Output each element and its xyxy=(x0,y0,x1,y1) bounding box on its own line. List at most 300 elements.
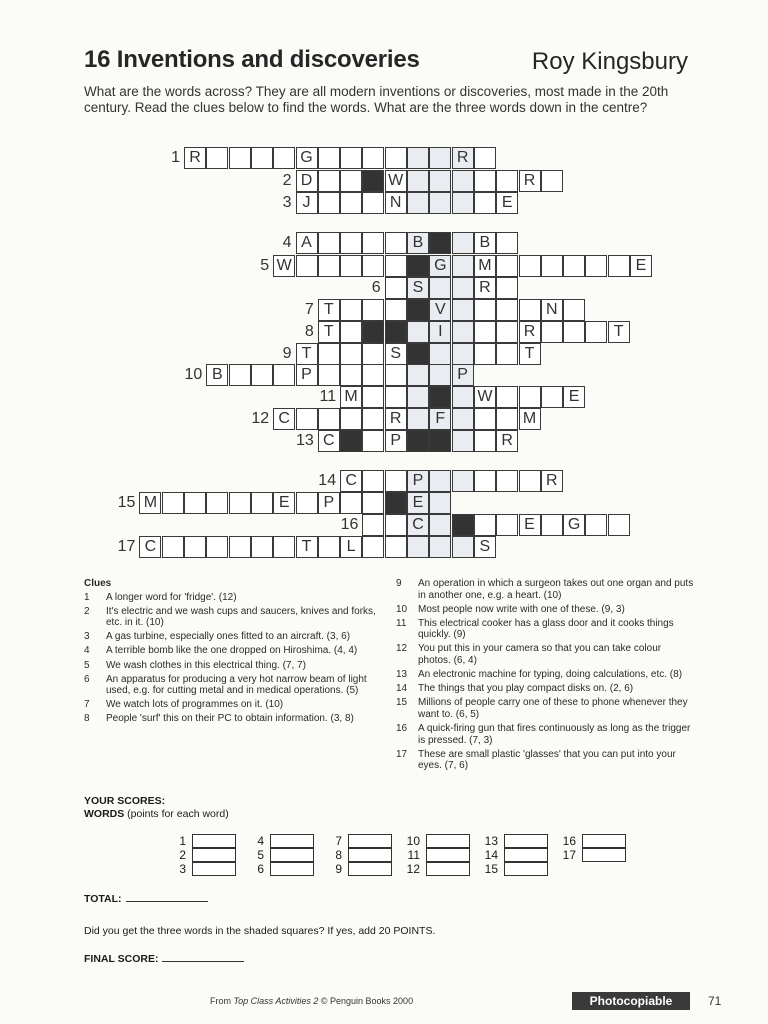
score-row-15 xyxy=(478,862,548,876)
score-number: 11 xyxy=(407,848,420,862)
crossword-cell[interactable] xyxy=(474,408,496,430)
clue-5 xyxy=(84,660,380,672)
score-row-7 xyxy=(322,834,392,848)
score-number: 8 xyxy=(335,848,342,862)
crossword-cell[interactable] xyxy=(296,492,318,514)
crossword-cell[interactable] xyxy=(251,147,273,169)
crossword-cell[interactable] xyxy=(496,232,518,254)
clue-number-3: 3 xyxy=(282,194,292,211)
clue-13 xyxy=(396,669,696,681)
clue-text: This electrical cooker has a glass door and it cooks things quickly. (9) xyxy=(418,617,674,641)
score-row-13 xyxy=(478,834,548,848)
clue-7 xyxy=(84,699,380,711)
crossword-cell[interactable]: C xyxy=(407,514,429,536)
crossword-cell[interactable] xyxy=(429,386,451,408)
crossword-cell[interactable]: M xyxy=(519,408,541,430)
clue-text: An operation in which a surgeon takes out one organ and puts in another one, e.g. a heart. (10) xyxy=(418,578,694,601)
crossword-cell[interactable] xyxy=(452,430,474,452)
crossword-cell[interactable]: B xyxy=(206,364,228,386)
score-number: 6 xyxy=(257,862,264,876)
score-box[interactable] xyxy=(582,848,626,862)
clue-text: It's electric and we wash cups and saucers, knives and forks, etc. in it. (10) xyxy=(106,605,376,629)
crossword-cell[interactable]: E xyxy=(496,192,518,214)
page-number: 71 xyxy=(708,994,722,1008)
crossword-cell[interactable] xyxy=(452,170,474,192)
crossword-cell[interactable] xyxy=(407,255,429,277)
crossword-cell[interactable] xyxy=(496,277,518,299)
crossword-cell[interactable] xyxy=(452,386,474,408)
crossword-cell[interactable] xyxy=(541,170,563,192)
crossword-cell[interactable] xyxy=(162,536,184,558)
crossword-cell[interactable]: N xyxy=(541,299,563,321)
crossword-cell[interactable] xyxy=(585,514,607,536)
crossword-cell[interactable] xyxy=(385,255,407,277)
score-row-16 xyxy=(556,834,626,848)
clue-number-5: 5 xyxy=(260,257,270,274)
crossword-cell[interactable] xyxy=(496,170,518,192)
crossword-cell[interactable] xyxy=(452,408,474,430)
crossword-cell[interactable]: C xyxy=(139,536,161,558)
crossword-cell[interactable] xyxy=(541,321,563,343)
clue-number-17: 17 xyxy=(117,538,136,555)
crossword-cell[interactable] xyxy=(496,255,518,277)
clue-number: 16 xyxy=(396,723,408,735)
crossword-cell[interactable] xyxy=(585,255,607,277)
crossword-cell[interactable] xyxy=(608,255,630,277)
clue-number: 12 xyxy=(396,643,408,655)
crossword-cell[interactable] xyxy=(385,232,407,254)
crossword-cell[interactable] xyxy=(452,514,474,536)
crossword-cell[interactable] xyxy=(407,408,429,430)
crossword-cell[interactable]: F xyxy=(429,408,451,430)
crossword-cell[interactable]: W xyxy=(474,386,496,408)
crossword-cell[interactable] xyxy=(362,470,384,492)
crossword-cell[interactable] xyxy=(362,321,384,343)
crossword-cell[interactable] xyxy=(340,147,362,169)
crossword-cell[interactable] xyxy=(362,255,384,277)
score-row-8 xyxy=(322,848,392,862)
crossword-cell[interactable]: W xyxy=(273,255,295,277)
crossword-cell[interactable]: C xyxy=(318,430,340,452)
clue-text: A longer word for 'fridge'. (12) xyxy=(106,591,237,603)
total-label: TOTAL: xyxy=(84,893,122,905)
crossword-cell[interactable] xyxy=(519,255,541,277)
clue-text: An electronic machine for typing, doing calculations, etc. (8) xyxy=(418,669,683,681)
crossword-cell[interactable] xyxy=(340,192,362,214)
crossword-cell[interactable] xyxy=(340,430,362,452)
crossword-cell[interactable]: T xyxy=(318,299,340,321)
crossword-cell[interactable] xyxy=(496,386,518,408)
clue-4 xyxy=(84,645,380,657)
crossword-cell[interactable] xyxy=(429,277,451,299)
crossword-cell[interactable] xyxy=(340,232,362,254)
clue-12 xyxy=(396,643,696,666)
crossword-cell[interactable]: E xyxy=(273,492,295,514)
score-number: 16 xyxy=(562,834,576,848)
crossword-cell[interactable]: E xyxy=(519,514,541,536)
clue-number-14: 14 xyxy=(318,472,337,489)
clue-text: A quick-firing gun that fires continuously as long as the trigger is pressed. (7, 3) xyxy=(418,723,691,746)
crossword-cell[interactable] xyxy=(452,536,474,558)
crossword-cell[interactable]: B xyxy=(474,232,496,254)
score-number: 13 xyxy=(484,834,498,848)
score-box[interactable] xyxy=(504,834,548,848)
crossword-cell[interactable] xyxy=(452,277,474,299)
clue-text: The things that you play compact disks on. (2, 6) xyxy=(418,683,634,695)
crossword-cell[interactable] xyxy=(407,386,429,408)
crossword-cell[interactable] xyxy=(318,255,340,277)
crossword-cell[interactable] xyxy=(385,492,407,514)
crossword-cell[interactable]: S xyxy=(407,277,429,299)
crossword-cell[interactable] xyxy=(340,343,362,365)
crossword-cell[interactable] xyxy=(429,232,451,254)
source-prefix: From xyxy=(210,996,234,1006)
crossword-cell[interactable] xyxy=(407,364,429,386)
score-box[interactable] xyxy=(192,834,236,848)
crossword-cell[interactable] xyxy=(474,192,496,214)
crossword-cell[interactable] xyxy=(251,364,273,386)
crossword-cell[interactable] xyxy=(563,255,585,277)
crossword-cell[interactable] xyxy=(318,192,340,214)
source-title: Top Class Activities 2 xyxy=(233,996,319,1006)
crossword-cell[interactable] xyxy=(429,364,451,386)
crossword-cell[interactable]: M xyxy=(474,255,496,277)
crossword-cell[interactable]: T xyxy=(296,343,318,365)
clue-number-6: 6 xyxy=(371,279,381,296)
crossword-cell[interactable]: E xyxy=(563,386,585,408)
crossword-cell[interactable] xyxy=(296,408,318,430)
crossword-cell[interactable]: T xyxy=(519,343,541,365)
crossword-cell[interactable] xyxy=(206,147,228,169)
crossword-cell[interactable] xyxy=(385,536,407,558)
crossword-cell[interactable] xyxy=(474,147,496,169)
crossword-cell[interactable] xyxy=(318,536,340,558)
clue-1 xyxy=(84,592,380,604)
footer-source xyxy=(210,996,413,1006)
crossword-cell[interactable] xyxy=(229,492,251,514)
crossword-cell[interactable] xyxy=(407,343,429,365)
crossword-cell[interactable]: C xyxy=(273,408,295,430)
clue-number: 10 xyxy=(396,603,408,615)
score-box[interactable] xyxy=(348,834,392,848)
crossword-cell[interactable] xyxy=(318,364,340,386)
clue-number: 6 xyxy=(84,673,90,685)
crossword-cell[interactable] xyxy=(429,430,451,452)
score-box[interactable] xyxy=(426,834,470,848)
crossword-cell[interactable] xyxy=(362,492,384,514)
crossword-cell[interactable] xyxy=(229,536,251,558)
crossword-cell[interactable] xyxy=(362,170,384,192)
crossword-cell[interactable] xyxy=(229,364,251,386)
crossword-cell[interactable] xyxy=(519,299,541,321)
crossword-cell[interactable] xyxy=(162,492,184,514)
crossword-cell[interactable] xyxy=(362,343,384,365)
crossword-cell[interactable]: I xyxy=(429,321,451,343)
crossword-cell[interactable]: R xyxy=(519,170,541,192)
clue-3 xyxy=(84,631,380,643)
crossword-cell[interactable] xyxy=(452,232,474,254)
score-box[interactable] xyxy=(192,862,236,876)
crossword-cell[interactable] xyxy=(184,536,206,558)
score-box[interactable] xyxy=(582,834,626,848)
crossword-cell[interactable]: T xyxy=(608,321,630,343)
crossword-cell[interactable] xyxy=(362,536,384,558)
clue-number: 8 xyxy=(84,713,90,725)
clue-number-7: 7 xyxy=(304,301,314,318)
crossword-cell[interactable]: P xyxy=(296,364,318,386)
crossword-cell[interactable]: L xyxy=(340,536,362,558)
crossword-cell[interactable]: B xyxy=(407,232,429,254)
crossword-cell[interactable]: M xyxy=(139,492,161,514)
crossword-cell[interactable] xyxy=(474,299,496,321)
crossword-cell[interactable] xyxy=(251,492,273,514)
crossword-cell[interactable] xyxy=(362,147,384,169)
score-box[interactable] xyxy=(270,834,314,848)
crossword-cell[interactable]: A xyxy=(296,232,318,254)
crossword-cell[interactable] xyxy=(362,408,384,430)
crossword-cell[interactable]: P xyxy=(318,492,340,514)
clue-6 xyxy=(84,674,380,697)
crossword-cell[interactable] xyxy=(362,232,384,254)
clues-left xyxy=(84,578,380,728)
clue-text: We wash clothes in this electrical thing. (7, 7) xyxy=(106,659,306,671)
clue-text: These are small plastic 'glasses' that you can put into your eyes. (7, 6) xyxy=(418,748,676,772)
crossword-cell[interactable]: T xyxy=(296,536,318,558)
crossword-cell[interactable] xyxy=(340,255,362,277)
crossword-cell[interactable] xyxy=(340,364,362,386)
crossword-cell[interactable] xyxy=(407,170,429,192)
clue-number-9: 9 xyxy=(282,345,292,362)
score-number: 9 xyxy=(335,862,342,876)
crossword-cell[interactable] xyxy=(519,470,541,492)
photocopiable-badge: Photocopiable xyxy=(572,992,690,1010)
crossword-cell[interactable]: G xyxy=(296,147,318,169)
crossword-cell[interactable] xyxy=(541,514,563,536)
clue-text: An apparatus for producing a very hot narrow beam of light used, e.g. for cutting metal and in medical operations. (5) xyxy=(106,673,367,697)
crossword-cell[interactable] xyxy=(429,470,451,492)
crossword-cell[interactable] xyxy=(318,170,340,192)
crossword-cell[interactable] xyxy=(385,147,407,169)
clue-16 xyxy=(396,723,696,746)
crossword-cell[interactable] xyxy=(429,536,451,558)
crossword-cell[interactable]: R xyxy=(452,147,474,169)
crossword-cell[interactable] xyxy=(474,170,496,192)
crossword-cell[interactable] xyxy=(474,514,496,536)
crossword-cell[interactable] xyxy=(206,536,228,558)
crossword-cell[interactable] xyxy=(273,536,295,558)
crossword-cell[interactable] xyxy=(385,321,407,343)
crossword-cell[interactable] xyxy=(519,386,541,408)
crossword-cell[interactable]: P xyxy=(452,364,474,386)
score-box[interactable] xyxy=(504,848,548,862)
crossword-cell[interactable] xyxy=(251,536,273,558)
crossword-cell[interactable] xyxy=(340,321,362,343)
crossword-cell[interactable] xyxy=(318,408,340,430)
clue-number: 17 xyxy=(396,748,408,760)
clue-number-1: 1 xyxy=(171,149,180,166)
crossword-cell[interactable] xyxy=(362,364,384,386)
crossword-cell[interactable]: T xyxy=(318,321,340,343)
crossword-cell[interactable] xyxy=(340,299,362,321)
final-score-line[interactable] xyxy=(162,961,244,962)
crossword-cell[interactable] xyxy=(452,255,474,277)
crossword-cell[interactable]: R xyxy=(385,408,407,430)
crossword-cell[interactable]: D xyxy=(296,170,318,192)
final-score-row xyxy=(84,953,244,965)
crossword-cell[interactable] xyxy=(340,408,362,430)
total-line[interactable] xyxy=(126,901,208,902)
crossword-cell[interactable] xyxy=(429,192,451,214)
crossword-cell[interactable]: R xyxy=(496,430,518,452)
crossword-cell[interactable] xyxy=(407,321,429,343)
crossword-cell[interactable]: E xyxy=(407,492,429,514)
score-box[interactable] xyxy=(504,862,548,876)
page-title: 16 Inventions and discoveries xyxy=(84,46,420,73)
crossword-cell[interactable] xyxy=(452,321,474,343)
crossword-cell[interactable] xyxy=(362,192,384,214)
crossword-cell[interactable]: V xyxy=(429,299,451,321)
crossword-cell[interactable] xyxy=(429,514,451,536)
crossword-cell[interactable]: G xyxy=(429,255,451,277)
crossword-cell[interactable] xyxy=(296,255,318,277)
clue-number: 14 xyxy=(396,683,408,695)
clue-number-16: 16 xyxy=(340,516,359,533)
clue-9 xyxy=(396,578,696,601)
crossword-cell[interactable] xyxy=(407,536,429,558)
crossword-cell[interactable] xyxy=(474,343,496,365)
crossword-cell[interactable] xyxy=(362,514,384,536)
crossword-cell[interactable] xyxy=(385,514,407,536)
crossword-cell[interactable] xyxy=(340,170,362,192)
score-column xyxy=(166,834,236,876)
score-box[interactable] xyxy=(426,848,470,862)
score-row-10 xyxy=(400,834,470,848)
crossword-cell[interactable]: P xyxy=(407,470,429,492)
crossword-cell[interactable] xyxy=(318,232,340,254)
clue-number: 11 xyxy=(396,617,407,629)
crossword-cell[interactable] xyxy=(407,147,429,169)
score-box[interactable] xyxy=(270,848,314,862)
crossword-cell[interactable] xyxy=(273,147,295,169)
crossword-cell[interactable]: N xyxy=(385,192,407,214)
crossword-cell[interactable] xyxy=(563,299,585,321)
crossword-cell[interactable]: S xyxy=(474,536,496,558)
score-row-2 xyxy=(166,848,236,862)
crossword-cell[interactable]: R xyxy=(541,470,563,492)
crossword-cell[interactable] xyxy=(496,343,518,365)
crossword-cell[interactable] xyxy=(340,492,362,514)
crossword-cell[interactable] xyxy=(385,386,407,408)
crossword-cell[interactable] xyxy=(429,170,451,192)
crossword-cell[interactable] xyxy=(496,470,518,492)
crossword-cell[interactable] xyxy=(474,430,496,452)
crossword-cell[interactable] xyxy=(563,321,585,343)
crossword-cell[interactable] xyxy=(608,514,630,536)
crossword-cell[interactable] xyxy=(362,430,384,452)
crossword-cell[interactable] xyxy=(541,255,563,277)
crossword-cell[interactable] xyxy=(541,386,563,408)
score-box[interactable] xyxy=(348,848,392,862)
crossword-cell[interactable] xyxy=(407,299,429,321)
source-suffix: © Penguin Books 2000 xyxy=(318,996,414,1006)
crossword-cell[interactable]: W xyxy=(385,170,407,192)
clue-15 xyxy=(396,697,696,720)
crossword-cell[interactable] xyxy=(496,408,518,430)
crossword-cell[interactable] xyxy=(429,147,451,169)
crossword-cell[interactable] xyxy=(585,321,607,343)
clue-number: 3 xyxy=(84,631,90,643)
author-name: Roy Kingsbury xyxy=(531,48,688,75)
crossword-cell[interactable] xyxy=(385,277,407,299)
score-number: 7 xyxy=(335,834,342,848)
score-row-11 xyxy=(400,848,470,862)
clue-text: People 'surf' this on their PC to obtain information. (3, 8) xyxy=(106,713,354,725)
clue-text: A terrible bomb like the one dropped on Hiroshima. (4, 4) xyxy=(106,645,358,657)
crossword-cell[interactable] xyxy=(474,470,496,492)
crossword-cell[interactable]: R xyxy=(474,277,496,299)
crossword-cell[interactable] xyxy=(318,343,340,365)
crossword-cell[interactable] xyxy=(385,470,407,492)
crossword-cell[interactable] xyxy=(407,430,429,452)
crossword-cell[interactable] xyxy=(452,192,474,214)
score-box[interactable] xyxy=(270,862,314,876)
crossword-cell[interactable] xyxy=(229,147,251,169)
crossword-cell[interactable] xyxy=(273,364,295,386)
crossword-cell[interactable]: M xyxy=(340,386,362,408)
crossword-cell[interactable] xyxy=(452,470,474,492)
crossword-cell[interactable] xyxy=(407,192,429,214)
crossword-cell[interactable] xyxy=(206,492,228,514)
crossword-cell[interactable] xyxy=(429,343,451,365)
crossword-cell[interactable]: R xyxy=(519,321,541,343)
crossword-cell[interactable] xyxy=(184,492,206,514)
crossword-cell[interactable]: E xyxy=(630,255,652,277)
crossword-cell[interactable]: R xyxy=(184,147,206,169)
score-column xyxy=(322,834,392,876)
crossword-cell[interactable] xyxy=(385,364,407,386)
clues-right xyxy=(396,578,696,774)
score-box[interactable] xyxy=(426,862,470,876)
crossword-cell[interactable] xyxy=(362,386,384,408)
crossword-cell[interactable] xyxy=(496,299,518,321)
clue-10 xyxy=(396,604,696,616)
crossword-cell[interactable] xyxy=(318,147,340,169)
intro-text: What are the words across? They are all modern inventions or discoveries, most made in the 20th century. Read the clues below to find the words. What are the three words down in the centre? xyxy=(84,84,669,115)
crossword-cell[interactable] xyxy=(452,343,474,365)
crossword-cell[interactable] xyxy=(452,299,474,321)
points-note: (points for each word) xyxy=(124,808,229,820)
score-row-1 xyxy=(166,834,236,848)
crossword-cell[interactable]: P xyxy=(385,430,407,452)
clue-text: Millions of people carry one of these to phone whenever they want to. (6, 5) xyxy=(418,697,688,720)
score-number: 3 xyxy=(179,862,186,876)
crossword-cell[interactable] xyxy=(496,514,518,536)
crossword-cell[interactable]: G xyxy=(563,514,585,536)
crossword-cell[interactable]: C xyxy=(340,470,362,492)
clue-2 xyxy=(84,606,380,629)
crossword-cell[interactable] xyxy=(474,321,496,343)
crossword-cell[interactable]: J xyxy=(296,192,318,214)
crossword-cell[interactable] xyxy=(496,321,518,343)
crossword-cell[interactable] xyxy=(362,299,384,321)
score-box[interactable] xyxy=(348,862,392,876)
crossword-cell[interactable]: S xyxy=(385,343,407,365)
score-box[interactable] xyxy=(192,848,236,862)
clue-number: 5 xyxy=(84,659,90,671)
scores-subheading xyxy=(84,808,229,820)
crossword-cell[interactable] xyxy=(385,299,407,321)
crossword-cell[interactable] xyxy=(429,492,451,514)
